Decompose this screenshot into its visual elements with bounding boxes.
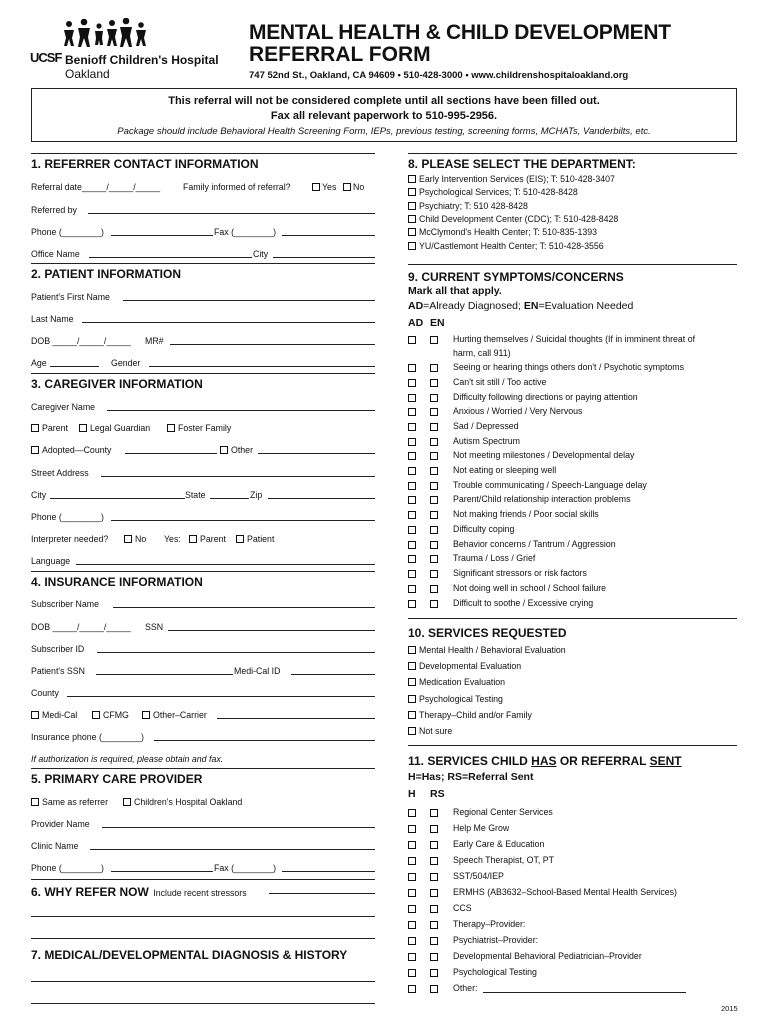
symptom-label: Parent/Child relationship interaction problems xyxy=(453,494,631,504)
patients-ssn-field[interactable] xyxy=(96,674,233,675)
referred-by-field[interactable] xyxy=(88,213,375,214)
symptom-label: Not doing well in school / School failure xyxy=(453,583,607,593)
other-carrier-checkbox[interactable] xyxy=(142,711,150,719)
symptom-label: Difficulty coping xyxy=(453,524,515,534)
adopted-checkbox[interactable] xyxy=(31,446,39,454)
symptom-label: Hurting themselves / Suicidal thoughts (If in imminent threat of xyxy=(453,334,696,344)
section-10-title: 10. SERVICES REQUESTED xyxy=(408,626,567,640)
county-field[interactable] xyxy=(67,696,375,697)
why-refer-field[interactable] xyxy=(269,893,375,894)
symptom-label: Sad / Depressed xyxy=(453,421,519,431)
mr-field[interactable] xyxy=(170,344,375,345)
caregiver-city-field[interactable] xyxy=(50,498,185,499)
section-11-title xyxy=(408,754,682,768)
mr-label: MR# xyxy=(145,336,164,346)
divider xyxy=(31,263,375,264)
no-label: No xyxy=(353,182,365,192)
divider xyxy=(408,264,737,265)
section-6-heading: 6. WHY REFER NOW xyxy=(31,885,149,899)
referral-sent-checkbox[interactable] xyxy=(430,873,438,881)
service-checkbox[interactable] xyxy=(408,711,416,719)
symptom-ad-checkbox[interactable] xyxy=(408,585,416,593)
last-name-label: Last Name xyxy=(31,314,74,324)
service-has-label: SST/504/IEP xyxy=(453,871,504,881)
caregiver-other-field[interactable] xyxy=(258,453,375,454)
service-label: Mental Health / Behavioral Evaluation xyxy=(419,645,566,655)
insurance-dob-label: DOB _____/_____/_____ xyxy=(31,622,131,632)
interpreter-parent-checkbox[interactable] xyxy=(189,535,197,543)
childrens-hospital-label: Children's Hospital Oakland xyxy=(134,797,243,807)
same-as-referrer-checkbox[interactable] xyxy=(31,798,39,806)
hospital-name: Benioff Children's Hospital xyxy=(65,53,219,67)
symptom-en-checkbox[interactable] xyxy=(430,467,438,475)
caregiver-other-checkbox[interactable] xyxy=(220,446,228,454)
symptom-en-checkbox[interactable] xyxy=(430,496,438,504)
interpreter-yes-label: Yes: xyxy=(164,534,181,544)
referral-sent-checkbox[interactable] xyxy=(430,825,438,833)
symptom-ad-checkbox[interactable] xyxy=(408,467,416,475)
hospital-city: Oakland xyxy=(65,67,110,81)
legend-en: EN xyxy=(523,300,539,312)
referral-sent-checkbox[interactable] xyxy=(430,921,438,929)
service-has-label: Psychiatrist–Provider: xyxy=(453,935,539,945)
divider xyxy=(408,618,737,619)
service-checkbox[interactable] xyxy=(408,662,416,670)
footer-year: 2015 xyxy=(721,1004,738,1013)
section-8-title: 8. PLEASE SELECT THE DEPARTMENT: xyxy=(408,157,636,171)
clinic-name-field[interactable] xyxy=(90,849,375,850)
s11-title-pre: 11. SERVICES CHILD xyxy=(408,754,532,768)
referral-sent-checkbox[interactable] xyxy=(430,857,438,865)
symptom-ad-checkbox[interactable] xyxy=(408,511,416,519)
adopted-county-field[interactable] xyxy=(125,453,217,454)
subscriber-name-label: Subscriber Name xyxy=(31,599,99,609)
symptom-en-checkbox[interactable] xyxy=(430,394,438,402)
service-checkbox[interactable] xyxy=(408,678,416,686)
foster-family-label: Foster Family xyxy=(178,423,232,433)
referral-sent-checkbox[interactable] xyxy=(430,953,438,961)
symptom-label: Not eating or sleeping well xyxy=(453,465,557,475)
symptom-en-checkbox[interactable] xyxy=(430,482,438,490)
column-h-header: H xyxy=(408,788,416,800)
department-label: McClymond's Health Center; T: 510-835-1393 xyxy=(419,227,598,238)
symptom-ad-checkbox[interactable] xyxy=(408,408,416,416)
why-refer-line[interactable] xyxy=(31,938,375,939)
symptom-label: Anxious / Worried / Very Nervous xyxy=(453,406,583,416)
department-checkbox[interactable] xyxy=(408,215,416,223)
clinic-name-label: Clinic Name xyxy=(31,841,79,851)
department-checkbox[interactable] xyxy=(408,242,416,250)
caregiver-name-field[interactable] xyxy=(107,410,375,411)
legal-guardian-checkbox[interactable] xyxy=(79,424,87,432)
symptom-ad-checkbox[interactable] xyxy=(408,600,416,608)
symptom-ad-checkbox[interactable] xyxy=(408,570,416,578)
referral-sent-checkbox[interactable] xyxy=(430,969,438,977)
s11-legend: H=Has; RS=Referral Sent xyxy=(408,771,534,783)
referral-date-label: Referral date_____/_____/_____ xyxy=(31,182,161,192)
language-field[interactable] xyxy=(76,564,375,565)
zip-field[interactable] xyxy=(268,498,375,499)
service-label: Developmental Evaluation xyxy=(419,661,522,672)
provider-name-label: Provider Name xyxy=(31,819,90,829)
first-name-field[interactable] xyxy=(123,300,375,301)
family-informed-label: Family informed of referral? xyxy=(183,182,291,192)
department-label: YU/Castlemont Health Center; T: 510-428-3556 xyxy=(419,240,604,251)
service-has-label: Help Me Grow xyxy=(453,823,510,833)
section-9-title: 9. CURRENT SYMPTOMS/CONCERNS xyxy=(408,270,624,284)
has-checkbox[interactable] xyxy=(408,873,416,881)
street-address-field[interactable] xyxy=(101,476,375,477)
referral-sent-checkbox[interactable] xyxy=(430,841,438,849)
why-refer-line[interactable] xyxy=(31,916,375,917)
provider-name-field[interactable] xyxy=(102,827,375,828)
has-checkbox[interactable] xyxy=(408,825,416,833)
symptom-en-checkbox[interactable] xyxy=(430,541,438,549)
section-6-title xyxy=(31,883,247,901)
symptom-en-checkbox[interactable] xyxy=(430,423,438,431)
symptom-label: Can't sit still / Too active xyxy=(453,377,547,387)
fax-label: Fax (________) xyxy=(214,227,277,237)
service-has-label: Psychological Testing xyxy=(453,967,537,977)
cfmg-checkbox[interactable] xyxy=(92,711,100,719)
foster-family-checkbox[interactable] xyxy=(167,424,175,432)
service-has-label: Early Care & Education xyxy=(453,839,545,849)
interpreter-patient-label: Patient xyxy=(247,534,275,544)
has-checkbox[interactable] xyxy=(408,809,416,817)
symptom-label: Not making friends / Poor social skills xyxy=(453,509,599,519)
service-checkbox[interactable] xyxy=(408,727,416,735)
divider xyxy=(408,153,737,154)
divider xyxy=(31,879,375,880)
section-2-title: 2. PATIENT INFORMATION xyxy=(31,267,181,281)
insurance-phone-label: Insurance phone (________) xyxy=(31,732,144,742)
service-has-label: ERMHS (AB3632–School-Based Mental Health Services) xyxy=(453,887,677,897)
symptom-en-checkbox[interactable] xyxy=(430,452,438,460)
symptom-ad-checkbox[interactable] xyxy=(408,394,416,402)
childrens-hospital-checkbox[interactable] xyxy=(123,798,131,806)
has-checkbox[interactable] xyxy=(408,985,416,993)
divider xyxy=(31,571,375,572)
family-logo-icon xyxy=(62,18,154,48)
interpreter-label: Interpreter needed? xyxy=(31,534,109,544)
state-field[interactable] xyxy=(210,498,249,499)
mark-all-label: Mark all that apply. xyxy=(408,285,502,297)
has-checkbox[interactable] xyxy=(408,921,416,929)
department-label: Early Intervention Services (EIS); T: 510-428-3407 xyxy=(419,174,615,184)
legend-ad: AD xyxy=(408,300,424,312)
has-checkbox[interactable] xyxy=(408,857,416,865)
form-title-line1: MENTAL HEALTH & CHILD DEVELOPMENT xyxy=(249,21,671,44)
column-ad-header: AD xyxy=(408,317,424,329)
has-checkbox[interactable] xyxy=(408,937,416,945)
section-7-title: 7. MEDICAL/DEVELOPMENTAL DIAGNOSIS & HISTORY xyxy=(31,948,348,962)
service-has-label: Developmental Behavioral Pediatrician–Provider xyxy=(453,951,642,961)
notice-line1: This referral will not be considered complete until all sections have been filled out. xyxy=(168,95,600,107)
symptom-label: Difficulty following directions or paying attention xyxy=(453,392,638,402)
caregiver-other-label: Other xyxy=(231,445,254,455)
language-label: Language xyxy=(31,556,71,566)
symptom-label: Seeing or hearing things others don't / Psychotic symptoms xyxy=(453,362,685,372)
caregiver-phone-label: Phone (________) xyxy=(31,512,104,522)
service-has-label: CCS xyxy=(453,903,472,913)
s11-title-has: HAS xyxy=(531,754,557,768)
symptom-en-checkbox[interactable] xyxy=(430,585,438,593)
pcp-phone-field[interactable] xyxy=(111,871,213,872)
parent-label: Parent xyxy=(42,423,68,433)
symptom-ad-checkbox[interactable] xyxy=(408,423,416,431)
divider xyxy=(31,768,375,769)
department-checkbox[interactable] xyxy=(408,188,416,196)
last-name-field[interactable] xyxy=(82,322,375,323)
has-checkbox[interactable] xyxy=(408,969,416,977)
caregiver-name-label: Caregiver Name xyxy=(31,402,96,412)
phone-label: Phone (________) xyxy=(31,227,104,237)
column-en-header: EN xyxy=(430,317,445,329)
gender-label: Gender xyxy=(111,358,141,368)
history-line[interactable] xyxy=(31,981,375,982)
symptom-label: Not meeting milestones / Developmental delay xyxy=(453,450,635,460)
ad-en-legend xyxy=(408,300,633,312)
ucsf-logo: UCSF xyxy=(30,50,62,65)
symptom-ad-checkbox[interactable] xyxy=(408,438,416,446)
subscriber-name-field[interactable] xyxy=(113,607,375,608)
age-label: Age xyxy=(31,358,47,368)
service-has-label: Speech Therapist, OT, PT xyxy=(453,855,555,865)
department-checkbox[interactable] xyxy=(408,202,416,210)
gender-field[interactable] xyxy=(149,366,375,367)
service-label: Medication Evaluation xyxy=(419,677,506,688)
patients-ssn-label: Patient's SSN xyxy=(31,666,85,676)
legal-guardian-label: Legal Guardian xyxy=(90,423,151,433)
medi-cal-label: Medi-Cal xyxy=(42,710,78,720)
section-4-title: 4. INSURANCE INFORMATION xyxy=(31,575,203,589)
symptom-ad-checkbox[interactable] xyxy=(408,364,416,372)
referral-sent-checkbox[interactable] xyxy=(430,809,438,817)
divider xyxy=(31,373,375,374)
service-label: Not sure xyxy=(419,726,453,736)
subscriber-id-label: Subscriber ID xyxy=(31,644,85,654)
office-name-field[interactable] xyxy=(89,257,252,258)
s11-title-sent: SENT xyxy=(649,754,682,768)
authorization-note: If authorization is required, please obtain and fax. xyxy=(31,754,224,764)
other-carrier-field[interactable] xyxy=(217,718,375,719)
caregiver-phone-field[interactable] xyxy=(111,520,375,521)
symptom-ad-checkbox[interactable] xyxy=(408,541,416,549)
referred-by-label: Referred by xyxy=(31,205,77,215)
symptom-en-checkbox[interactable] xyxy=(430,408,438,416)
referral-sent-checkbox[interactable] xyxy=(430,889,438,897)
symptom-en-checkbox[interactable] xyxy=(430,570,438,578)
dob-label: DOB _____/_____/_____ xyxy=(31,336,131,346)
ssn-field[interactable] xyxy=(168,630,375,631)
office-name-label: Office Name xyxy=(31,249,80,259)
service-checkbox[interactable] xyxy=(408,695,416,703)
notice-line2: Fax all relevant paperwork to 510-995-2956. xyxy=(270,110,498,122)
symptom-ad-checkbox[interactable] xyxy=(408,482,416,490)
symptom-en-checkbox[interactable] xyxy=(430,600,438,608)
county-label: County xyxy=(31,688,59,698)
first-name-label: Patient's First Name xyxy=(31,292,110,302)
referral-sent-checkbox[interactable] xyxy=(430,937,438,945)
parent-checkbox[interactable] xyxy=(31,424,39,432)
service-has-label: Other: xyxy=(453,983,478,993)
symptom-label: Trouble communicating / Speech-Language delay xyxy=(453,480,647,490)
symptom-label: Significant stressors or risk factors xyxy=(453,568,587,578)
symptom-ad-checkbox[interactable] xyxy=(408,452,416,460)
service-checkbox[interactable] xyxy=(408,646,416,654)
medi-cal-checkbox[interactable] xyxy=(31,711,39,719)
s11-title-mid: OR REFERRAL xyxy=(556,754,650,768)
service-label: Therapy–Child and/or Family xyxy=(419,709,532,720)
symptom-ad-checkbox[interactable] xyxy=(408,496,416,504)
pcp-fax-field[interactable] xyxy=(282,871,375,872)
symptom-en-checkbox[interactable] xyxy=(430,364,438,372)
other-carrier-label: Other–Carrier xyxy=(153,710,207,720)
symptom-ad-checkbox[interactable] xyxy=(408,379,416,387)
interpreter-no-label: No xyxy=(135,534,147,544)
department-label: Psychological Services; T: 510-428-8428 xyxy=(419,187,578,198)
symptom-ad-checkbox[interactable] xyxy=(408,555,416,563)
symptom-en-checkbox[interactable] xyxy=(430,336,438,344)
symptom-label: Difficult to soothe / Excessive crying xyxy=(453,598,594,608)
symptom-en-checkbox[interactable] xyxy=(430,379,438,387)
history-line[interactable] xyxy=(31,1003,375,1004)
same-as-referrer-label: Same as referrer xyxy=(42,797,108,807)
section-1-title: 1. REFERRER CONTACT INFORMATION xyxy=(31,157,259,171)
has-checkbox[interactable] xyxy=(408,841,416,849)
has-checkbox[interactable] xyxy=(408,889,416,897)
department-checkbox[interactable] xyxy=(408,228,416,236)
medical-id-label: Medi-Cal ID xyxy=(234,666,281,676)
symptom-en-checkbox[interactable] xyxy=(430,438,438,446)
symptom-ad-checkbox[interactable] xyxy=(408,526,416,534)
family-informed-yes-checkbox[interactable] xyxy=(312,183,320,191)
yes-label: Yes xyxy=(322,182,337,192)
symptom-en-checkbox[interactable] xyxy=(430,511,438,519)
pcp-fax-label: Fax (________) xyxy=(214,863,277,873)
divider xyxy=(31,153,375,154)
referral-sent-checkbox[interactable] xyxy=(430,905,438,913)
street-address-label: Street Address xyxy=(31,468,89,478)
cfmg-label: CFMG xyxy=(103,710,129,720)
interpreter-parent-label: Parent xyxy=(200,534,226,544)
age-field[interactable] xyxy=(50,366,99,367)
service-has-label: Therapy–Provider: xyxy=(453,919,526,929)
service-has-label: Regional Center Services xyxy=(453,807,553,817)
has-checkbox[interactable] xyxy=(408,905,416,913)
city-label: City xyxy=(253,249,269,259)
subscriber-id-field[interactable] xyxy=(97,652,375,653)
state-label: State xyxy=(185,490,206,500)
divider xyxy=(408,745,737,746)
legend-ad-text: =Already Diagnosed; xyxy=(423,300,521,312)
symptom-label: harm, call 911) xyxy=(453,348,511,358)
interpreter-no-checkbox[interactable] xyxy=(124,535,132,543)
column-rs-header: RS xyxy=(430,788,445,800)
notice-box xyxy=(31,88,737,142)
form-title-line2: REFERRAL FORM xyxy=(249,43,431,66)
pcp-phone-label: Phone (________) xyxy=(31,863,104,873)
section-5-title: 5. PRIMARY CARE PROVIDER xyxy=(31,772,203,786)
service-label: Psychological Testing xyxy=(419,693,503,704)
symptom-en-checkbox[interactable] xyxy=(430,526,438,534)
has-checkbox[interactable] xyxy=(408,953,416,961)
other-service-field[interactable] xyxy=(483,992,686,993)
symptom-label: Behavior concerns / Tantrum / Aggression xyxy=(453,539,616,549)
caregiver-city-label: City xyxy=(31,490,47,500)
symptom-label: Autism Spectrum xyxy=(453,436,520,446)
phone-field[interactable] xyxy=(111,235,213,236)
fax-field[interactable] xyxy=(282,235,375,236)
notice-line3: Package should include Behavioral Health Screening Form, IEPs, previous testing, screening forms, MCHATs, Vanderbilts, etc. xyxy=(117,126,651,137)
medical-id-field[interactable] xyxy=(291,674,375,675)
department-label: Child Development Center (CDC); T: 510-428-8428 xyxy=(419,213,619,224)
referral-sent-checkbox[interactable] xyxy=(430,985,438,993)
hospital-address: 747 52nd St., Oakland, CA 94609 • 510-428-3000 • www.childrenshospitaloakland.org xyxy=(249,70,629,81)
interpreter-patient-checkbox[interactable] xyxy=(236,535,244,543)
symptom-ad-checkbox[interactable] xyxy=(408,336,416,344)
insurance-phone-field[interactable] xyxy=(154,740,375,741)
city-field[interactable] xyxy=(273,257,375,258)
department-label: Psychiatry; T: 510 428-8428 xyxy=(419,200,528,211)
section-6-subtitle: Include recent stressors xyxy=(153,888,247,898)
adopted-county-label: Adopted—County xyxy=(42,445,112,455)
symptom-en-checkbox[interactable] xyxy=(430,555,438,563)
section-3-title: 3. CAREGIVER INFORMATION xyxy=(31,377,203,391)
ssn-label: SSN xyxy=(145,622,164,632)
department-checkbox[interactable] xyxy=(408,175,416,183)
symptom-label: Trauma / Loss / Grief xyxy=(453,553,536,563)
zip-label: Zip xyxy=(250,490,263,500)
legend-en-text: =Evaluation Needed xyxy=(538,300,634,312)
family-informed-no-checkbox[interactable] xyxy=(343,183,351,191)
